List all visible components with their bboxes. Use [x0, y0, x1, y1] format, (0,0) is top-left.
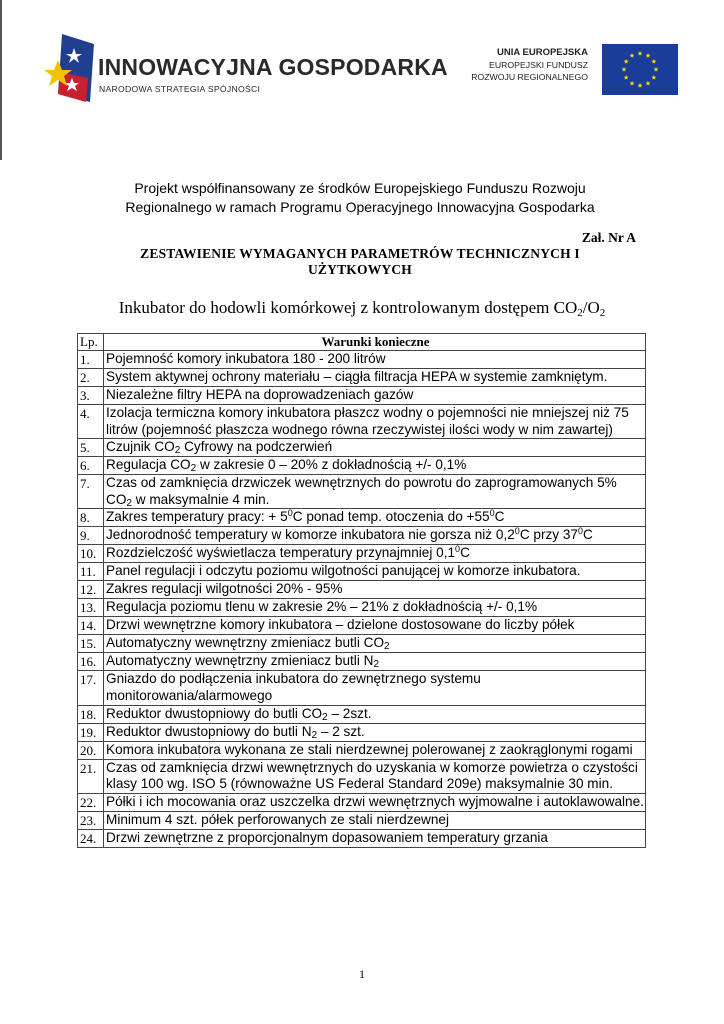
row-condition: Regulacja $CO_2$ w zakresie 0 – 20% z dokładnością +/- 0,1%: [104, 457, 646, 475]
row-condition: Czas od zamknięcia drzwi wewnętrznych do uzyskania w komorze powietrza o czystości klasy 100 wg. ISO 5 (równoważne US Federal Standard 209e) maksymalnie 30 min.: [104, 759, 646, 793]
row-number: 2.: [78, 369, 104, 387]
document-heading: ZESTAWIENIE WYMAGANYCH PARAMETRÓW TECHNICZNYCH I UŻYTKOWYCH: [140, 246, 580, 277]
eu-logo-text: [471, 47, 588, 83]
row-number: 22.: [78, 793, 104, 811]
row-number: 12.: [78, 581, 104, 599]
row-number: 17.: [78, 671, 104, 705]
row-condition: Półki i ich mocowania oraz uszczelka drzwi wewnętrznych wyjmowalne i autoklawowalne.: [104, 793, 646, 811]
table-row: [78, 405, 646, 439]
page-number: 1: [359, 967, 365, 981]
table-row: [78, 351, 646, 369]
table-row: [78, 509, 646, 527]
row-number: 15.: [78, 635, 104, 653]
row-condition: Automatyczny wewnętrzny zmieniacz butli $N_2$: [104, 653, 646, 671]
logo-title: INNOWACYJNA GOSPODARKA: [98, 54, 448, 80]
row-number: 21.: [78, 759, 104, 793]
innowacyjna-gospodarka-logo: [44, 32, 448, 112]
table-row: [78, 439, 646, 457]
table-row: [78, 617, 646, 635]
eu-logo-line2: EUROPEJSKI FUNDUSZ: [489, 60, 588, 70]
row-condition: Czujnik $CO_2$ Cyfrowy na podczerwień: [104, 439, 646, 457]
row-condition: Minimum 4 szt. półek perforowanych ze stali nierdzewnej: [104, 811, 646, 829]
row-condition: Czas od zamknięcia drzwiczek wewnętrznych do powrotu do zaprogramowanych 5% $CO_2$ w maksymalnie 4 min.: [104, 475, 646, 509]
table-row: [78, 599, 646, 617]
row-number: 19.: [78, 723, 104, 741]
table-row: [78, 527, 646, 545]
table-row: [78, 723, 646, 741]
row-condition: Automatyczny wewnętrzny zmieniacz butli $CO_2$: [104, 635, 646, 653]
row-condition: Gniazdo do podłączenia inkubatora do zewnętrznego systemu monitorowania/alarmowego: [104, 671, 646, 705]
row-number: 14.: [78, 617, 104, 635]
row-number: 3.: [78, 387, 104, 405]
row-number: 8.: [78, 509, 104, 527]
row-number: 10.: [78, 545, 104, 563]
table-row: [78, 369, 646, 387]
row-number: 23.: [78, 811, 104, 829]
row-number: 13.: [78, 599, 104, 617]
row-condition: Reduktor dwustopniowy do butli $CO_2 - 2szt$.: [104, 705, 646, 723]
project-cofinancing-note: Projekt współfinansowany ze środków Europejskiego Funduszu Rozwoju Regionalnego w ramach Programu Operacyjnego Innowacyjna Gospodarka: [125, 180, 595, 215]
row-number: 9.: [78, 527, 104, 545]
table-row: [78, 475, 646, 509]
table-row: [78, 581, 646, 599]
table-row: [78, 793, 646, 811]
row-condition: Izolacja termiczna komory inkubatora płaszcz wodny o pojemności nie mniejszej niż 75 litrów (pojemność płaszcza wodnego równa rzeczywistej ilości wody w nim zawartej): [104, 405, 646, 439]
eu-flag-icon: [602, 44, 678, 95]
table-row: [78, 457, 646, 475]
row-number: 1.: [78, 351, 104, 369]
row-condition: Panel regulacji i odczytu poziomu wilgotności panującej w komorze inkubatora.: [104, 563, 646, 581]
row-number: 18.: [78, 705, 104, 723]
row-number: 11.: [78, 563, 104, 581]
table-row: [78, 671, 646, 705]
table-row: [78, 545, 646, 563]
table-row: [78, 563, 646, 581]
page-edge-line: [0, 0, 2, 160]
row-number: 7.: [78, 475, 104, 509]
column-header-lp: Lp.: [78, 334, 104, 351]
table-row: [78, 829, 646, 847]
logo-subtitle: NARODOWA STRATEGIA SPÓJNOŚCI: [99, 84, 261, 94]
requirements-table: [77, 333, 646, 848]
row-condition: Drzwi zewnętrzne z proporcjonalnym dopasowaniem temperatury grzania: [104, 829, 646, 847]
column-header-conditions: Warunki konieczne: [104, 334, 646, 351]
table-row: [78, 387, 646, 405]
row-condition: Komora inkubatora wykonana ze stali nierdzewnej polerowanej z zaokrąglonymi rogami: [104, 741, 646, 759]
row-condition: Rozdzielczość wyświetlacza temperatury przynajmniej $0,1^0C$: [104, 545, 646, 563]
table-row: [78, 759, 646, 793]
row-number: 20.: [78, 741, 104, 759]
table-row: [78, 705, 646, 723]
row-number: 4.: [78, 405, 104, 439]
eu-logo: [458, 44, 680, 96]
row-number: 6.: [78, 457, 104, 475]
row-number: 24.: [78, 829, 104, 847]
row-condition: Regulacja poziomu tlenu w zakresie 2% – 21% z dokładnością +/- 0,1%: [104, 599, 646, 617]
eu-logo-line1: UNIA EUROPEJSKA: [497, 47, 588, 58]
document-subtitle: Inkubator do hodowli komórkowej z kontrolowanym dostępem $CO_2/O_2$: [118, 298, 606, 319]
row-number: 16.: [78, 653, 104, 671]
attachment-number: Zał. Nr A: [581, 230, 636, 245]
row-condition: Niezależne filtry HEPA na doprowadzeniach gazów: [104, 387, 646, 405]
row-condition: Jednorodność temperatury w komorze inkubatora nie gorsza niż $0,2^0C$ przy $37^0C$: [104, 527, 646, 545]
row-condition: Reduktor dwustopniowy do butli $N_2 - 2$ szt.: [104, 723, 646, 741]
table-header-row: [78, 334, 646, 351]
table-row: [78, 635, 646, 653]
row-condition: System aktywnej ochrony materiału – ciągła filtracja HEPA w systemie zamkniętym.: [104, 369, 646, 387]
table-row: [78, 653, 646, 671]
row-number: 5.: [78, 439, 104, 457]
row-condition: Zakres temperatury pracy: + $5^0C$ ponad temp. otoczenia do $+55^0C$: [104, 509, 646, 527]
eu-logo-line3: ROZWOJU REGIONALNEGO: [471, 72, 588, 82]
row-condition: Drzwi wewnętrzne komory inkubatora – dzielone dostosowane do liczby półek: [104, 617, 646, 635]
table-row: [78, 811, 646, 829]
row-condition: Pojemność komory inkubatora 180 - 200 litrów: [104, 351, 646, 369]
star-flag-icon: [44, 32, 100, 112]
table-row: [78, 741, 646, 759]
row-condition: Zakres regulacji wilgotności 20% - 95%: [104, 581, 646, 599]
